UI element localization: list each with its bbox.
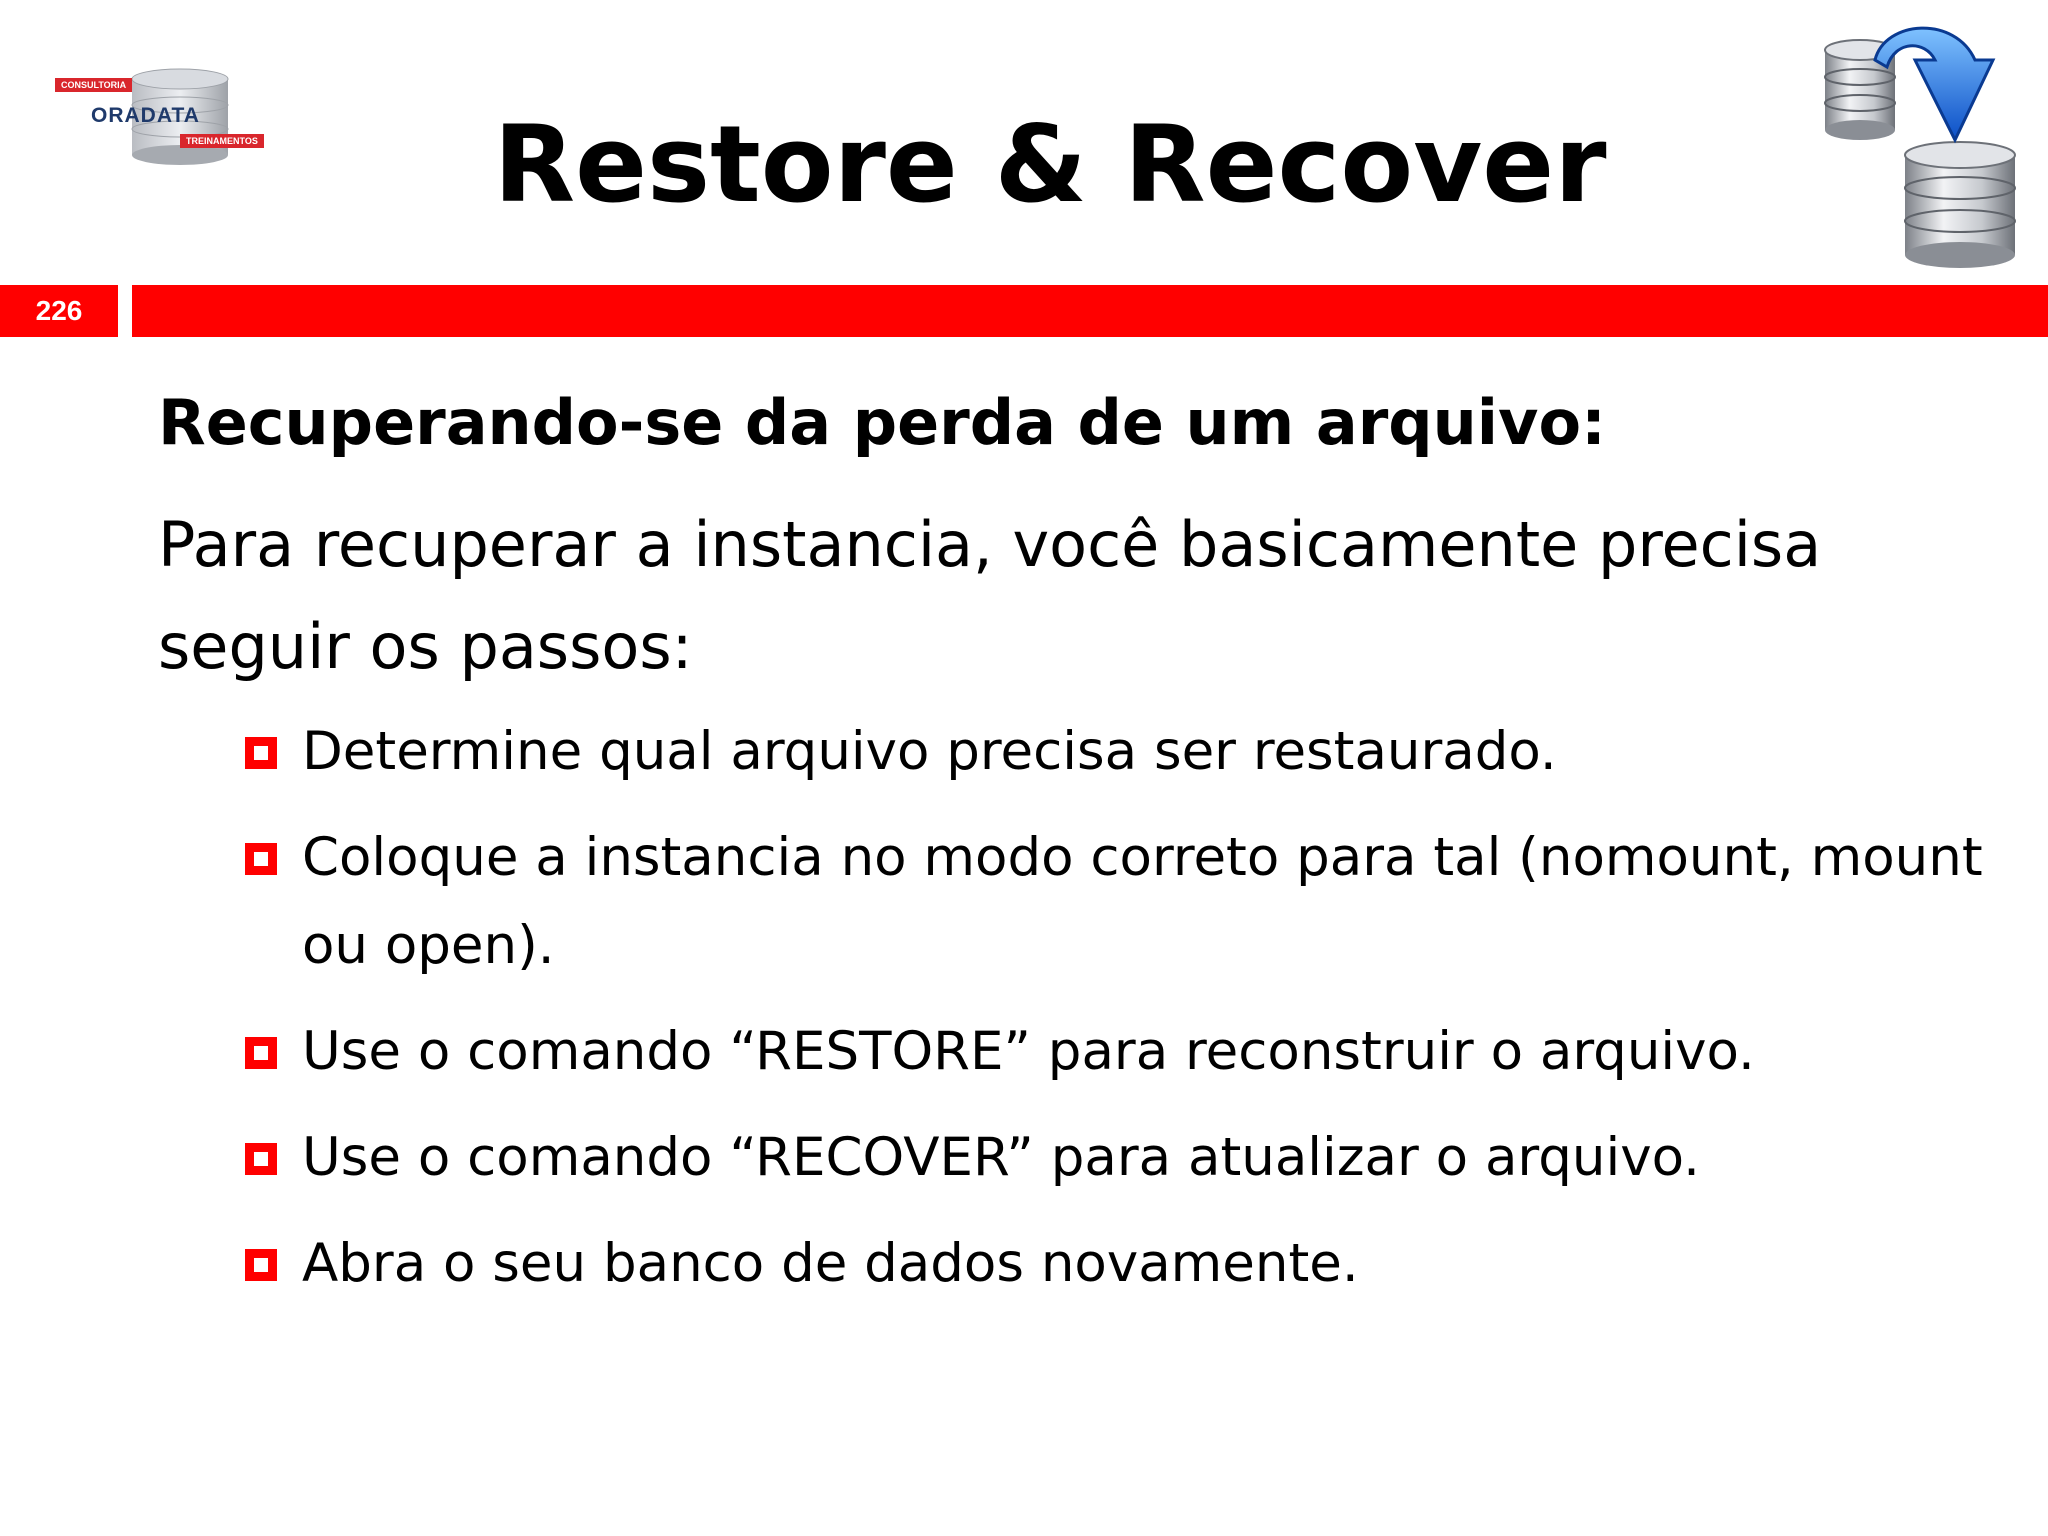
steps-list [245, 708, 2005, 1326]
list-item-text: Determine qual arquivo precisa ser restaurado. [302, 721, 1557, 782]
content-heading: Recuperando-se da perda de um arquivo: [158, 386, 1606, 459]
list-item-text: Use o comando “RECOVER” para atualizar o arquivo. [302, 1127, 1700, 1188]
list-item [245, 1008, 2005, 1096]
header-divider-bar [132, 285, 2048, 337]
slide-title: Restore & Recover [493, 103, 1607, 226]
list-item-text: Coloque a instancia no modo correto para tal (nomount, mount ou open). [302, 827, 1983, 976]
square-bullet-icon [245, 737, 277, 769]
database-restore-icon [1815, 15, 2030, 270]
square-bullet-icon [245, 1249, 277, 1281]
logo-tag-treinamentos: TREINAMENTOS [180, 134, 264, 148]
slide-number: 226 [0, 285, 118, 337]
list-item [245, 1220, 2005, 1308]
list-item-text: Abra o seu banco de dados novamente. [302, 1233, 1359, 1294]
intro-paragraph: Para recuperar a instancia, você basicamente precisa seguir os passos: [158, 508, 1822, 683]
logo-tag-consultoria: CONSULTORIA [55, 78, 132, 92]
list-item [245, 814, 2005, 990]
square-bullet-icon [245, 1037, 277, 1069]
list-item [245, 708, 2005, 796]
square-bullet-icon [245, 1143, 277, 1175]
list-item [245, 1114, 2005, 1202]
logo-name: ORADATA [91, 104, 200, 127]
square-bullet-icon [245, 843, 277, 875]
list-item-text: Use o comando “RESTORE” para reconstruir o arquivo. [302, 1021, 1755, 1082]
